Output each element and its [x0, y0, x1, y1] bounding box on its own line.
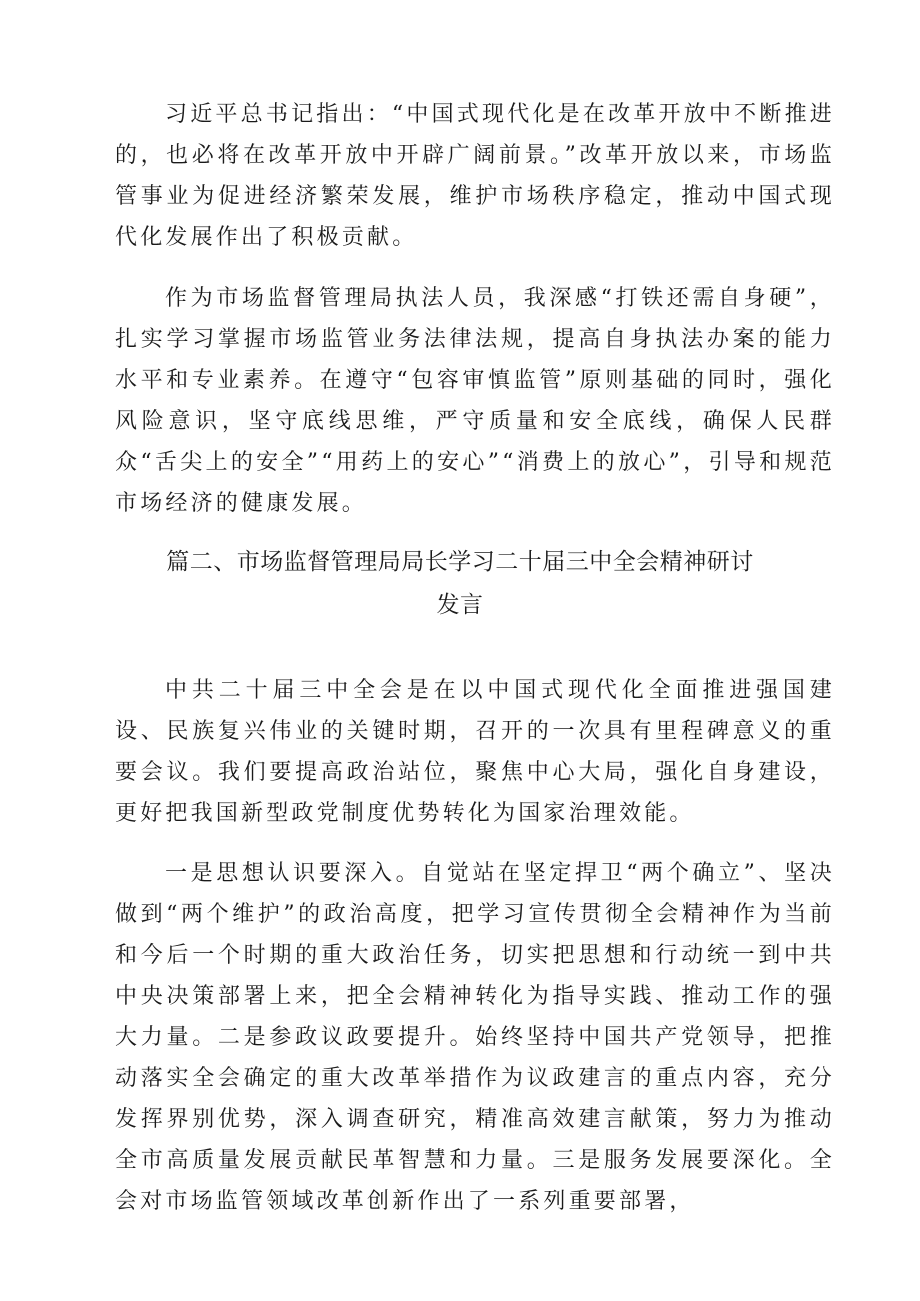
- paragraph-law-enforcement: 作为市场监督管理局执法人员，我深感“打铁还需自身硬”，扎实学习掌握市场监管业务法律法规，提高自身执法办案的能力水平和专业素养。在遵守“包容审慎监管”原则基础的同时，强化风险意识，坚守底线思维，严守质量和安全底线，确保人民群众“舌尖上的安全”“用药上的安心”“消费上的放心”，引导和规范市场经济的健康发展。: [115, 286, 835, 516]
- section-title-line-2: 发言: [436, 592, 484, 618]
- section-title-line-1: 篇二、市场监督管理局局长学习二十届三中全会精神研讨: [166, 549, 754, 575]
- paragraph-plenary-session: 中共二十届三中全会是在以中国式现代化全面推进强国建设、民族复兴伟业的关键时期，召开的一次具有里程碑意义的重要会议。我们要提高政治站位，聚焦中心大局，强化自身建设，更好把我国新型政党制度优势转化为国家治理效能。: [115, 678, 835, 826]
- paragraph-xi-quote: 习近平总书记指出：“中国式现代化是在改革开放中不断推进的，也必将在改革开放中开辟广阔前景。”改革开放以来，市场监管事业为促进经济繁荣发展，维护市场秩序稳定，推动中国式现代化发展作出了积极贡献。: [115, 102, 835, 250]
- paragraph-three-points: 一是思想认识要深入。自觉站在坚定捍卫“两个确立”、坚决做到“两个维护”的政治高度，把学习宣传贯彻全会精神作为当前和今后一个时期的重大政治任务，切实把思想和行动统一到中共中央决策部署上来，把全会精神转化为指导实践、推动工作的强大力量。二是参政议政要提升。始终坚持中国共产党领导，把推动落实全会确定的重大改革举措作为议政建言的重点内容，充分发挥界别优势，深入调查研究，精准高效建言献策，努力为推动全市高质量发展贡献民革智慧和力量。三是服务发展要深化。全会对市场监管领域改革创新作出了一系列重要部署，: [115, 861, 835, 1214]
